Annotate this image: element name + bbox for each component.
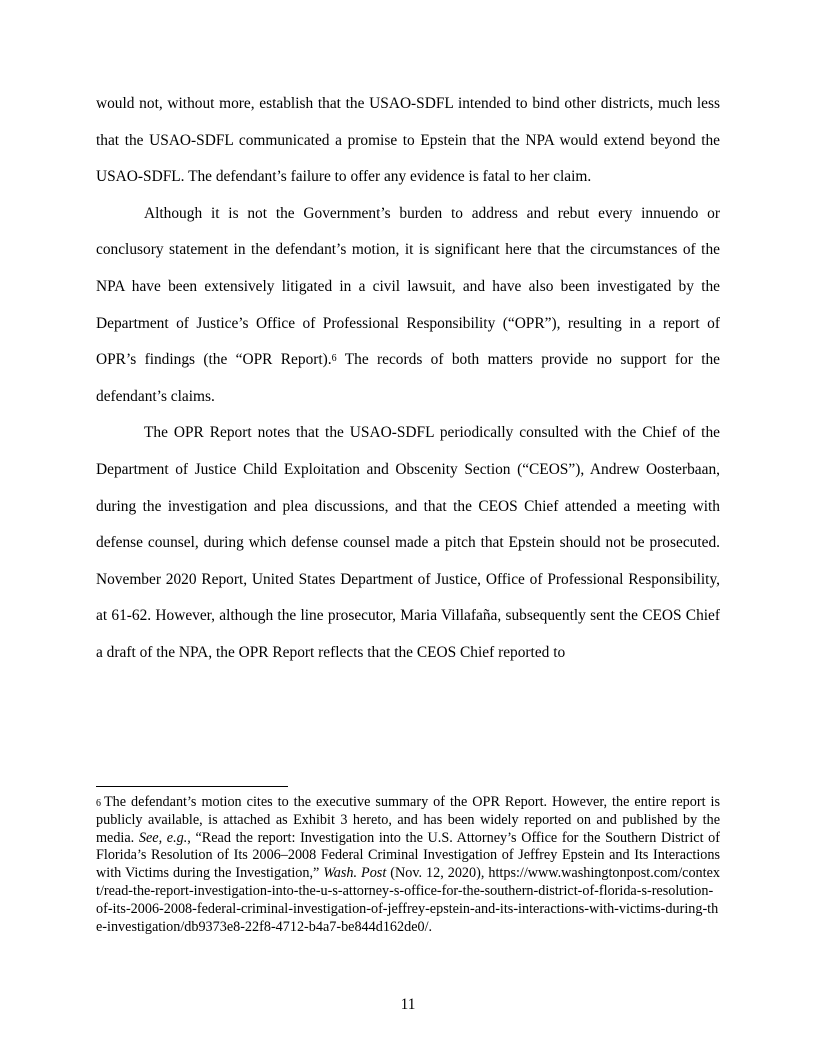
footnote-text-c: (Nov. 12, 2020), [386, 865, 489, 882]
paragraph-3: The OPR Report notes that the USAO-SDFL periodically consulted with the Chief of the Department of Justice Child Exploitation and Obscenity Section (“CEOS”), Andrew Oosterbaan, during the investigation and plea discussions, and that the CEOS Chief attended a meeting with defense counsel, during which defense counsel made a pitch that Epstein should not be prosecuted. November 2020 Report, United States Department of Justice, Office of Professional Responsibility, at 61-62. However, although the line prosecutor, Maria Villafaña, subsequently sent the CEOS Chief a draft of the NPA, the OPR Report reflects that the CEOS Chief reported to [96, 424, 720, 661]
paragraph-2-text-a: Although it is not the Government’s burden to address and rebut every innuendo or conclusory statement in the defendant’s motion, it is significant here that the circumstances of the NPA have been extensively litigated in a civil lawsuit, and have also been investigated by the Department of Justice’s Office of Professional Responsibility (“OPR”), resulting in a report of OPR’s findings (the “OPR Report). [96, 204, 720, 369]
footnote-text-b: , “Read the report: Investigation into the U.S. Attorney’s Office for the Southern District of Florida’s Resolution of Its 2006–2008 Federal Criminal Investigation of Jeffrey Epstein and Its Interactions with Victims during the Investigation,” [96, 829, 720, 882]
paragraph-1: would not, without more, establish that the USAO-SDFL intended to bind other districts, much less that the USAO-SDFL communicated a promise to Epstein that the NPA would extend beyond the USAO-SDFL. The defendant’s failure to offer any evidence is fatal to her claim. [96, 95, 720, 186]
footnote-signal: See, e.g. [138, 829, 188, 846]
footnote-publication: Wash. Post [323, 865, 387, 882]
paragraph-2 [96, 196, 720, 416]
footnote [96, 794, 720, 936]
footnote-separator [96, 786, 288, 787]
body-text [96, 86, 720, 672]
page-number: 11 [400, 996, 416, 1013]
footnote-text-a: The defendant’s motion cites to the executive summary of the OPR Report. However, the entire report is publicly available, is attached as Exhibit 3 hereto, and has been widely reported on and published by the media. [96, 794, 720, 846]
footnote-number: 6 [96, 798, 101, 809]
footnote-url: https://www.washingtonpost.com/context/read-the-report-investigation-into-the-u-s-attorney-s-office-for-the-southern-district-of-florida-s-resolution-of-its-2006-2008-federal-criminal-investigation-of-jeffrey-epstein-and-its-interactions-with-victims-during-the-investigation/db9373e8-22f8-4712-b4a7-be844d162de0/. [96, 865, 720, 935]
footnote-reference: 6 [331, 353, 337, 365]
paragraph-2-text-b: The records of both matters provide no support for the defendant’s claims. [96, 351, 720, 405]
